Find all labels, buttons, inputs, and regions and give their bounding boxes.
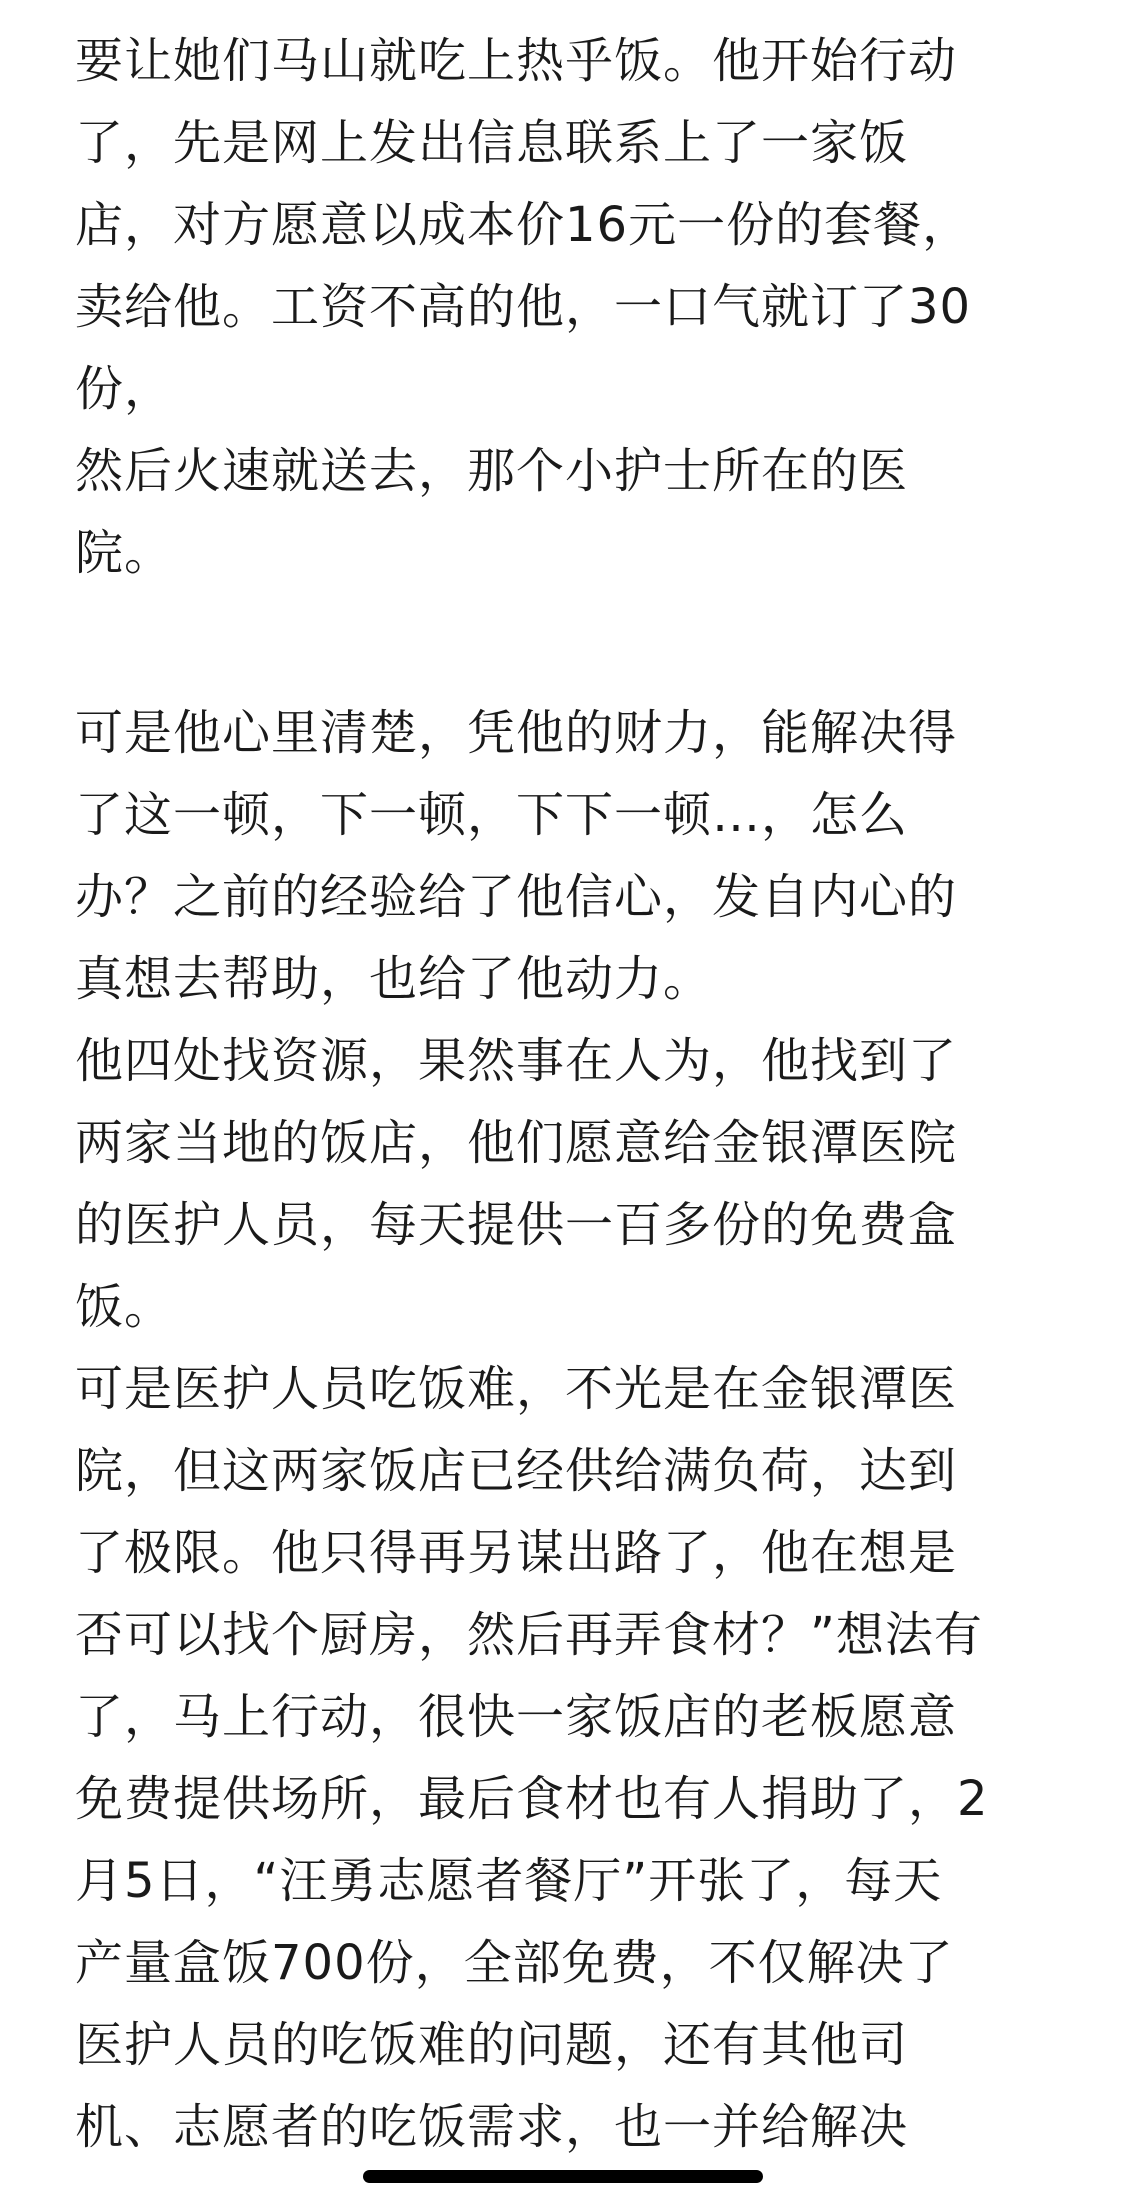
text-line: 店，对方愿意以成本价16元一份的套餐，	[75, 197, 972, 253]
text-line: 真想去帮助，也给了他动力。	[75, 951, 713, 1007]
text-line: 产量盒饭700份，全部免费，不仅解决了	[75, 1935, 954, 1991]
text-line: 月5日，“汪勇志愿者餐厅”开张了，每天	[75, 1853, 943, 1909]
text-line: 了，先是网上发出信息联系上了一家饭	[75, 115, 909, 171]
text-line: 了，马上行动，很快一家饭店的老板愿意	[75, 1689, 958, 1745]
text-line: 否可以找个厨房，然后再弄食材？”想法有	[75, 1607, 983, 1663]
home-indicator[interactable]	[363, 2170, 763, 2183]
text-line: 办？之前的经验给了他信心，发自内心的	[75, 869, 958, 925]
text-line: 了极限。他只得再另谋出路了，他在想是	[75, 1525, 958, 1581]
text-line: 然后火速就送去，那个小护士所在的医	[75, 443, 909, 499]
text-line: 免费提供场所，最后食材也有人捐助了，2	[75, 1771, 989, 1827]
text-line: 可是他心里清楚，凭他的财力，能解决得	[75, 705, 958, 761]
text-line: 可是医护人员吃饭难，不光是在金银潭医	[75, 1361, 958, 1417]
text-line: 医护人员的吃饭难的问题，还有其他司	[75, 2017, 909, 2073]
paragraph-spacer	[75, 594, 1075, 692]
text-line: 的医护人员，每天提供一百多份的免费盒	[75, 1197, 958, 1253]
article-body	[75, 20, 1075, 2168]
text-line: 了这一顿，下一顿，下下一顿…，怎么	[75, 787, 909, 843]
text-line: 两家当地的饭店，他们愿意给金银潭医院	[75, 1115, 958, 1171]
text-line: 要让她们马山就吃上热乎饭。他开始行动	[75, 33, 958, 89]
text-line: 饭。	[75, 1279, 174, 1335]
text-line: 机、志愿者的吃饭需求，也一并给解决	[75, 2099, 909, 2155]
text-line: 卖给他。工资不高的他，一口气就订了30	[75, 279, 972, 335]
text-line: 院。	[75, 525, 174, 581]
text-line: 他四处找资源，果然事在人为，他找到了	[75, 1033, 958, 1089]
text-line: 份，	[75, 361, 174, 417]
text-line: 院，但这两家饭店已经供给满负荷，达到	[75, 1443, 958, 1499]
paragraph-2	[75, 692, 1075, 2168]
paragraph-1	[75, 20, 1075, 594]
